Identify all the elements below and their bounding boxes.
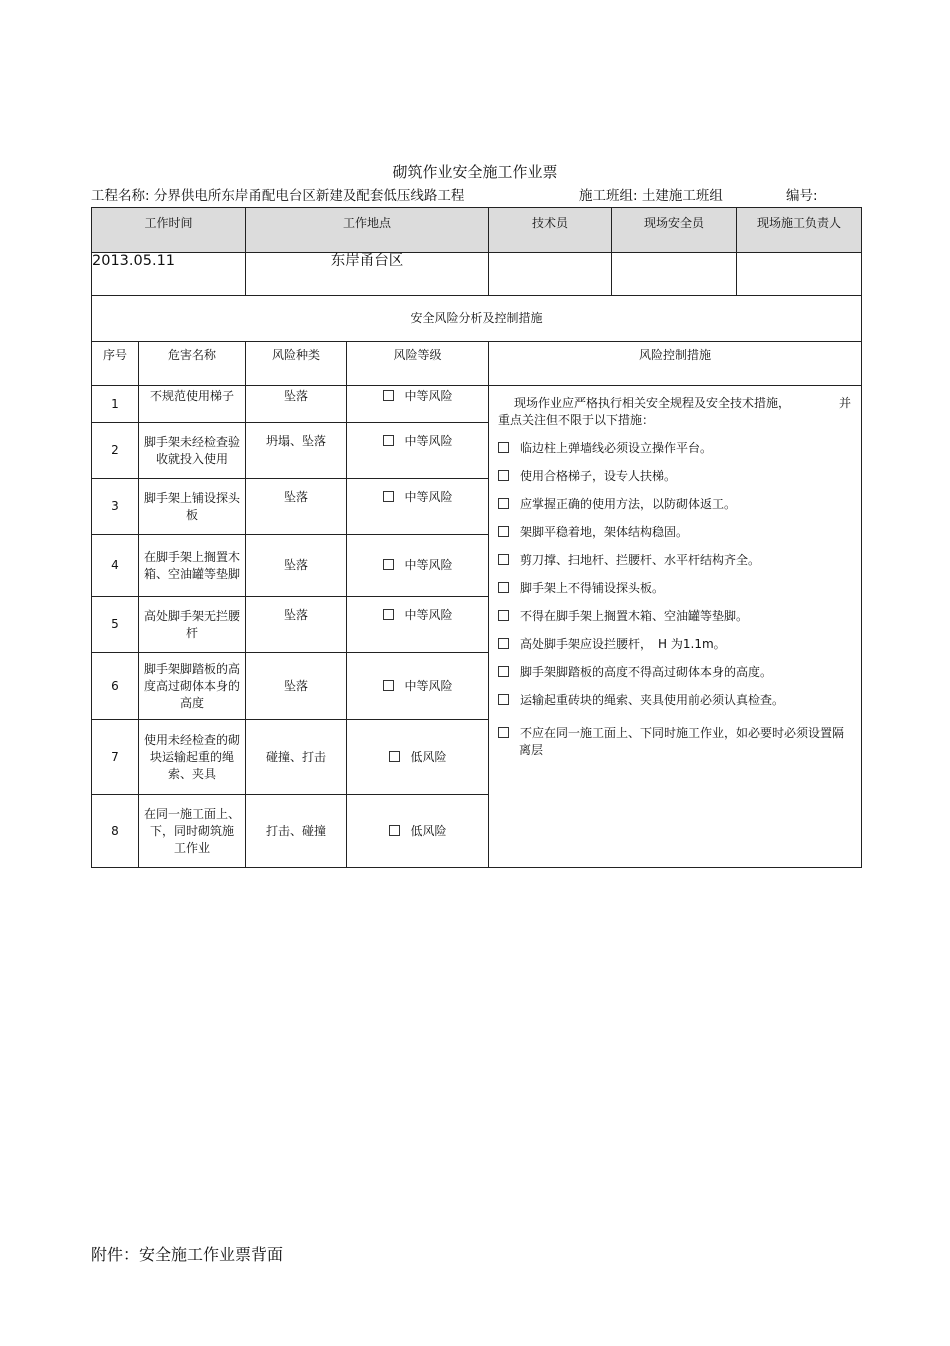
checkbox-icon[interactable]: [498, 666, 509, 677]
row-hazard: 不规范使用梯子: [139, 386, 246, 423]
number-info: [786, 184, 818, 204]
row-index: 7: [92, 720, 139, 795]
measure-item: 使用合格梯子，设专人扶梯。: [498, 468, 851, 485]
checkbox-icon[interactable]: [383, 491, 394, 502]
row-risk-type: 坠落: [246, 597, 347, 653]
project-label: 工程名称:: [91, 188, 150, 204]
header-safety-officer: 现场安全员: [612, 208, 737, 253]
checkbox-icon[interactable]: [389, 751, 400, 762]
project-name: 分界供电所东岸甬配电台区新建及配套低压线路工程: [153, 188, 465, 204]
measure-item: 不应在同一施工面上、下同时施工作业，如必要时必须设置隔离层: [498, 725, 851, 759]
checkbox-icon[interactable]: [498, 442, 509, 453]
row-index: 2: [92, 423, 139, 479]
checkbox-icon[interactable]: [383, 559, 394, 570]
measure-item: 架脚平稳着地，架体结构稳固。: [498, 524, 851, 541]
row-hazard: 高处脚手架无拦腰杆: [139, 597, 246, 653]
checkbox-icon[interactable]: [498, 638, 509, 649]
column-index: 序号: [92, 342, 139, 386]
row-index: 4: [92, 535, 139, 597]
checkbox-icon[interactable]: [383, 390, 394, 401]
measure-item: 不得在脚手架上搁置木箱、空油罐等垫脚。: [498, 608, 851, 625]
row-index: 1: [92, 386, 139, 423]
table-row: [92, 386, 862, 423]
work-ticket-table: [91, 207, 862, 868]
attachment-note: 附件：安全施工作业票背面: [91, 1245, 284, 1264]
row-hazard: 脚手架上铺设探头板: [139, 479, 246, 535]
work-place-value: 东岸甬台区: [246, 253, 489, 296]
number-label: 编号:: [786, 188, 818, 204]
document-title: 砌筑作业安全施工作业票: [392, 163, 558, 181]
checkbox-icon[interactable]: [383, 680, 394, 691]
measure-item: 运输起重砖块的绳索、夹具使用前必须认真检查。: [498, 692, 851, 709]
row-risk-level: 低风险: [347, 720, 489, 795]
row-risk-level: 中等风险: [347, 479, 489, 535]
row-risk-type: 坠落: [246, 653, 347, 720]
safety-officer-value: [612, 253, 737, 296]
checkbox-icon[interactable]: [389, 825, 400, 836]
row-hazard: 脚手架未经检查验收就投入使用: [139, 423, 246, 479]
control-intro: 现场作业应严格执行相关安全规程及安全技术措施， 并: [514, 396, 852, 410]
team-info: [579, 184, 723, 204]
row-risk-type: 碰撞、打击: [246, 720, 347, 795]
checkbox-icon[interactable]: [498, 727, 509, 738]
row-risk-level: 中等风险: [347, 386, 489, 423]
section-title: 安全风险分析及控制措施: [92, 296, 862, 342]
header-technician: 技术员: [489, 208, 612, 253]
project-info: [91, 184, 464, 204]
row-hazard: 脚手架脚踏板的高度高过砌体本身的高度: [139, 653, 246, 720]
row-risk-level: 中等风险: [347, 597, 489, 653]
measure-item: 应掌握正确的使用方法，以防砌体返工。: [498, 496, 851, 513]
row-risk-level: 中等风险: [347, 423, 489, 479]
measure-item: 临边柱上弹墙线必须设立操作平台。: [498, 440, 851, 457]
row-risk-type: 坠落: [246, 386, 347, 423]
row-risk-level: 中等风险: [347, 535, 489, 597]
checkbox-icon[interactable]: [498, 498, 509, 509]
measure-item: 脚手架脚踏板的高度不得高过砌体本身的高度。: [498, 664, 851, 681]
measure-item: 高处脚手架应设拦腰杆， H 为1.1m。: [498, 636, 851, 653]
checkbox-icon[interactable]: [383, 609, 394, 620]
checkbox-icon[interactable]: [498, 554, 509, 565]
row-risk-type: 坍塌、坠落: [246, 423, 347, 479]
team-name: 土建施工班组: [641, 188, 723, 204]
measure-item: 脚手架上不得铺设探头板。: [498, 580, 851, 597]
row-risk-type: 坠落: [246, 535, 347, 597]
column-hazard: 危害名称: [139, 342, 246, 386]
header-site-leader: 现场施工负责人: [737, 208, 862, 253]
control-measures: [489, 386, 862, 868]
row-index: 5: [92, 597, 139, 653]
measure-item: 剪刀撑、扫地杆、拦腰杆、水平杆结构齐全。: [498, 552, 851, 569]
column-risk-type: 风险种类: [246, 342, 347, 386]
checkbox-icon[interactable]: [498, 470, 509, 481]
row-hazard: 使用未经检查的砌块运输起重的绳索、夹具: [139, 720, 246, 795]
row-risk-type: 坠落: [246, 479, 347, 535]
work-time-value: 2013.05.11: [92, 253, 246, 296]
row-risk-level: 中等风险: [347, 653, 489, 720]
column-control: 风险控制措施: [489, 342, 862, 386]
checkbox-icon[interactable]: [498, 694, 509, 705]
checkbox-icon[interactable]: [498, 582, 509, 593]
row-index: 6: [92, 653, 139, 720]
header-work-time: 工作时间: [92, 208, 246, 253]
row-index: 8: [92, 795, 139, 868]
checkbox-icon[interactable]: [498, 610, 509, 621]
row-risk-level: 低风险: [347, 795, 489, 868]
row-index: 3: [92, 479, 139, 535]
column-risk-level: 风险等级: [347, 342, 489, 386]
team-label: 施工班组:: [579, 188, 638, 204]
checkbox-icon[interactable]: [383, 435, 394, 446]
row-hazard: 在同一施工面上、下，同时砌筑施 工作业: [139, 795, 246, 868]
technician-value: [489, 253, 612, 296]
header-work-place: 工作地点: [246, 208, 489, 253]
row-hazard: 在脚手架上搁置木箱、空油罐等垫脚: [139, 535, 246, 597]
site-leader-value: [737, 253, 862, 296]
row-risk-type: 打击、碰撞: [246, 795, 347, 868]
checkbox-icon[interactable]: [498, 526, 509, 537]
control-intro-line2: 重点关注但不限于以下措施：: [498, 413, 655, 427]
